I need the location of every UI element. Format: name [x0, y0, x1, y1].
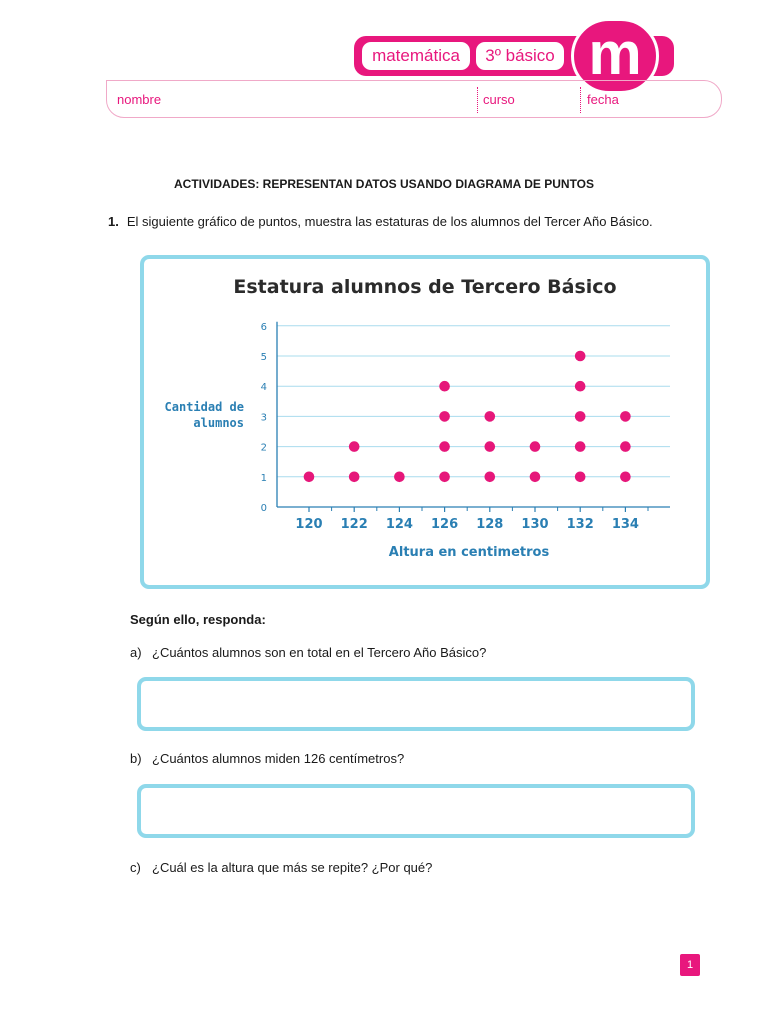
subject-label: matemática: [362, 42, 470, 70]
student-info-bar: [106, 80, 722, 118]
divider: [477, 87, 478, 113]
data-dot: [439, 411, 450, 422]
x-axis-label: Altura en centimetros: [388, 545, 550, 560]
data-dot: [349, 472, 360, 483]
question-1: [108, 214, 653, 229]
question-b-label: b): [130, 751, 142, 766]
dot-plot-chart: [140, 255, 710, 589]
y-axis-label: Cantidad de: [164, 400, 244, 414]
y-tick-label: 2: [260, 442, 267, 454]
data-dot: [575, 381, 586, 392]
divider: [580, 87, 581, 113]
y-tick-label: 3: [260, 412, 267, 424]
question-b-text: ¿Cuántos alumnos miden 126 centímetros?: [152, 751, 405, 766]
answer-box-a[interactable]: [137, 677, 695, 731]
x-tick-label: 134: [611, 517, 639, 532]
data-dot: [439, 441, 450, 452]
question-a-label: a): [130, 645, 142, 660]
x-tick-label: 126: [431, 517, 459, 532]
data-dot: [575, 441, 586, 452]
data-dot: [485, 441, 496, 452]
question-c: [130, 860, 432, 875]
data-dot: [530, 441, 541, 452]
course-field-label: curso: [483, 92, 515, 107]
data-dot: [439, 381, 450, 392]
page-number: 1: [680, 954, 700, 976]
name-field-label: nombre: [117, 92, 162, 107]
date-field-label: fecha: [587, 92, 619, 107]
data-dot: [485, 472, 496, 483]
data-dot: [620, 472, 631, 483]
data-dot: [575, 472, 586, 483]
x-tick-label: 128: [476, 517, 504, 532]
answer-box-b[interactable]: [137, 784, 695, 838]
x-tick-label: 132: [566, 517, 594, 532]
question-a: [130, 645, 486, 660]
question-b: [130, 751, 404, 766]
y-tick-label: 0: [260, 503, 267, 514]
logo-m: m: [571, 18, 659, 94]
data-dot: [575, 351, 586, 362]
y-tick-label: 5: [260, 352, 267, 363]
data-dot: [394, 472, 405, 483]
question-c-text: ¿Cuál es la altura que más se repite? ¿Por qué?: [152, 860, 433, 875]
y-axis-label: alumnos: [193, 416, 244, 430]
data-dot: [349, 441, 360, 452]
x-tick-label: 130: [521, 517, 549, 532]
question-1-text: El siguiente gráfico de puntos, muestra las estaturas de los alumnos del Tercer Año Básico.: [126, 214, 653, 229]
question-1-number: 1.: [108, 214, 119, 229]
question-a-text: ¿Cuántos alumnos son en total en el Tercero Año Básico?: [152, 645, 487, 660]
data-dot: [304, 472, 315, 483]
y-tick-label: 6: [260, 321, 267, 333]
data-dot: [530, 472, 541, 483]
question-c-label: c): [130, 860, 141, 875]
activity-title: ACTIVIDADES: REPRESENTAN DATOS USANDO DIAGRAMA DE PUNTOS: [173, 177, 595, 191]
data-dot: [485, 411, 496, 422]
x-tick-label: 120: [295, 517, 323, 532]
chart-title: Estatura alumnos de Tercero Básico: [233, 276, 617, 298]
answer-prompt: Según ello, responda:: [130, 612, 266, 627]
x-tick-label: 122: [340, 517, 368, 532]
grade-label: 3º básico: [476, 42, 564, 70]
data-dot: [439, 472, 450, 483]
data-dot: [620, 441, 631, 452]
x-tick-label: 124: [385, 517, 413, 532]
data-dot: [575, 411, 586, 422]
y-tick-label: 4: [260, 382, 267, 394]
y-tick-label: 1: [260, 472, 267, 484]
data-dot: [620, 411, 631, 422]
